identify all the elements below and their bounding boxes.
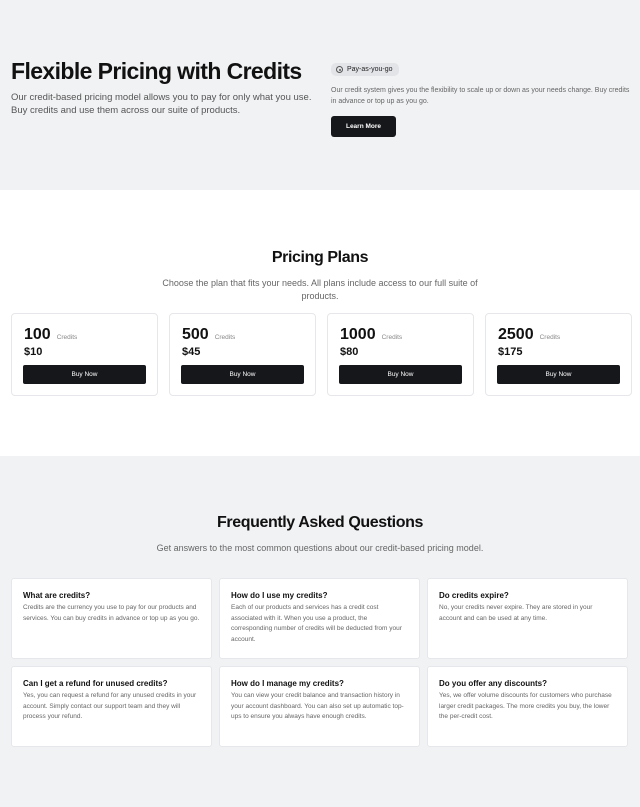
pricing-plans <box>11 313 632 396</box>
plan-price: $175 <box>498 346 523 358</box>
faq-question: Do credits expire? <box>439 591 509 600</box>
faq-answer: No, your credits never expire. They are stored in your account and can be used at any time. <box>439 604 593 622</box>
pricing-section <box>0 190 640 456</box>
plan-price: $10 <box>24 346 43 358</box>
plan-price: $45 <box>182 346 201 358</box>
faq-item <box>11 666 212 747</box>
faq-answer: Credits are the currency you use to pay for our products and services. You can buy credits in advance or top up as you go. <box>23 604 200 622</box>
plan-unit: Credits <box>214 334 236 341</box>
faq-answer: You can view your credit balance and transaction history in your account dashboard. You can also set up automatic top-ups to ensure you always have enough credits. <box>231 692 404 720</box>
buy-now-button[interactable]: Buy Now <box>23 365 146 384</box>
faq-item <box>11 578 212 659</box>
buy-now-button[interactable]: Buy Now <box>181 365 304 384</box>
faq-question: Do you offer any discounts? <box>439 679 548 688</box>
hero-side-panel <box>331 60 631 137</box>
plan-card-1000 <box>327 313 474 396</box>
faq-item <box>219 578 420 659</box>
plan-unit: Credits <box>56 334 78 341</box>
plan-card-500 <box>169 313 316 396</box>
faq-answer: Yes, you can request a refund for any unused credits in your account. Simply contact our support team and they will process your refund. <box>23 692 197 720</box>
faq-section <box>0 456 640 807</box>
plan-card-100 <box>11 313 158 396</box>
pricing-subtitle: Choose the plan that fits your needs. All plans include access to our full suite of products. <box>162 278 478 301</box>
faq-item <box>427 578 628 659</box>
faq-subtitle: Get answers to the most common questions about our credit-based pricing model. <box>156 543 484 553</box>
hero-description: Our credit-based pricing model allows you to pay for only what you use. Buy credits and use them across our suite of products. <box>11 92 312 116</box>
plan-unit: Credits <box>381 334 403 341</box>
buy-now-button[interactable]: Buy Now <box>339 365 462 384</box>
faq-question: How do I manage my credits? <box>231 679 344 688</box>
badge-label: Pay-as-you-go <box>347 66 393 73</box>
page-title: Flexible Pricing with Credits <box>11 58 302 84</box>
plan-credits: 2500 <box>498 326 534 343</box>
faq-answer: Yes, we offer volume discounts for customers who purchase larger credit packages. The more credits you buy, the lower the per-credit cost. <box>439 692 612 720</box>
plan-credits: 500 <box>182 326 209 343</box>
plan-credits: 1000 <box>340 326 376 343</box>
buy-now-button[interactable]: Buy Now <box>497 365 620 384</box>
faq-grid <box>11 578 628 747</box>
faq-answer: Each of our products and services has a credit cost associated with it. When you use a product, the corresponding number of credits will be deducted from your account. <box>231 604 402 643</box>
faq-title: Frequently Asked Questions <box>217 514 423 531</box>
coin-icon <box>336 66 343 73</box>
plan-credits: 100 <box>24 326 51 343</box>
faq-item <box>427 666 628 747</box>
learn-more-button[interactable]: Learn More <box>331 116 396 137</box>
plan-price: $80 <box>340 346 359 358</box>
hero-side-description: Our credit system gives you the flexibility to scale up or down as your needs change. Buy credits in advance or top up as you go. <box>331 87 630 105</box>
pricing-title: Pricing Plans <box>271 249 369 266</box>
faq-question: How do I use my credits? <box>231 591 328 600</box>
faq-question: Can I get a refund for unused credits? <box>23 679 168 688</box>
faq-item <box>219 666 420 747</box>
plan-unit: Credits <box>539 334 561 341</box>
pay-as-you-go-badge <box>331 63 399 76</box>
plan-card-2500 <box>485 313 632 396</box>
hero-section <box>0 0 640 190</box>
faq-question: What are credits? <box>23 591 91 600</box>
